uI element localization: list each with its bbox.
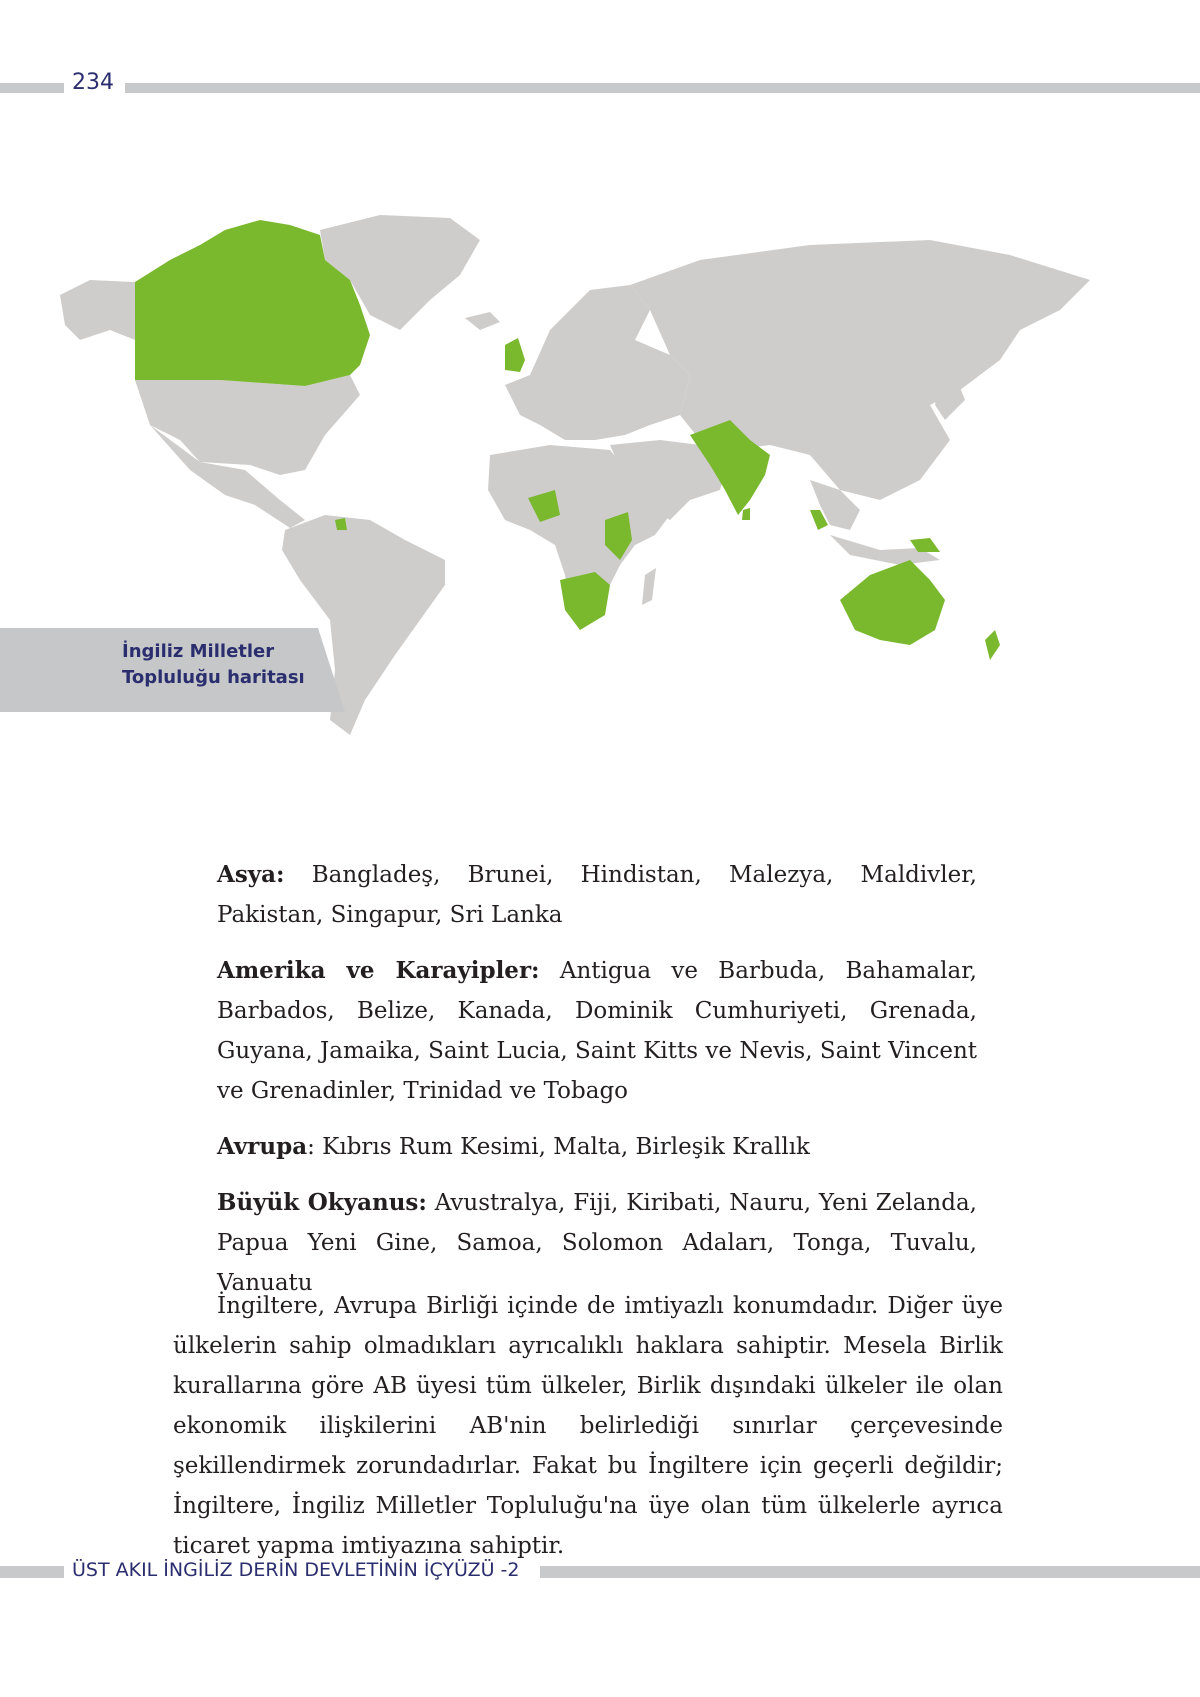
list-item [217,1127,977,1167]
country-lists [217,855,977,1319]
list-item [217,1183,977,1303]
footer-rule-right [540,1566,1200,1578]
map-caption-line2: Topluluğu haritası [122,667,305,688]
map-caption-line1: İngiliz Milletler [122,641,275,662]
header-rule-left [0,83,64,93]
header-rule-right [125,83,1200,93]
list-text: : Kıbrıs Rum Kesimi, Malta, Birleşik Krallık [307,1134,810,1160]
list-label: Asya: [217,861,285,888]
list-item [217,855,977,935]
list-label: Amerika ve Karayipler: [217,957,540,984]
footer-book-title: ÜST AKIL İNGİLİZ DERİN DEVLETİNİN İÇYÜZÜ -2 [72,1559,520,1581]
page-number: 234 [72,70,114,95]
list-label: Büyük Okyanus: [217,1189,427,1216]
list-text: Avustralya, Fiji, Kiribati, Nauru, Yeni Zelanda, Papua Yeni Gine, Samoa, Solomon Adaları, Tonga, Tuvalu, Vanuatu [217,1190,977,1296]
list-label: Avrupa [217,1133,308,1160]
list-item [217,951,977,1111]
map-caption [122,639,342,691]
list-text: Bangladeş, Brunei, Hindistan, Malezya, Maldivler, Pakistan, Singapur, Sri Lanka [217,862,977,928]
footer-rule-left [0,1566,64,1578]
list-text: Antigua ve Barbuda, Bahamalar, Barbados, Belize, Kanada, Dominik Cumhuriyeti, Grenada, Guyana, Jamaika, Saint Lucia, Saint Kitts ve Nevis, Saint Vincent ve Grenadinler, Trinidad ve Tobago [217,958,977,1104]
body-paragraph: İngiltere, Avrupa Birliği içinde de imtiyazlı konumdadır. Diğer üye ülkelerin sahip olmadıkları ayrıcalıklı haklara sahiptir. Mesela Birlik kurallarına göre AB üyesi tüm ülkeler, Birlik dışındaki ülkeler ile olan ekonomik ilişkilerini AB'nin belirlediği sınırlar çerçevesinde şekillendirmek zorundadırlar. Fakat bu İngiltere için geçerli değildir; İngiltere, İngiliz Milletler Topluluğu'na üye olan tüm ülkelerle ayrıca ticaret yapma imtiyazına sahiptir. [173,1293,1003,1559]
